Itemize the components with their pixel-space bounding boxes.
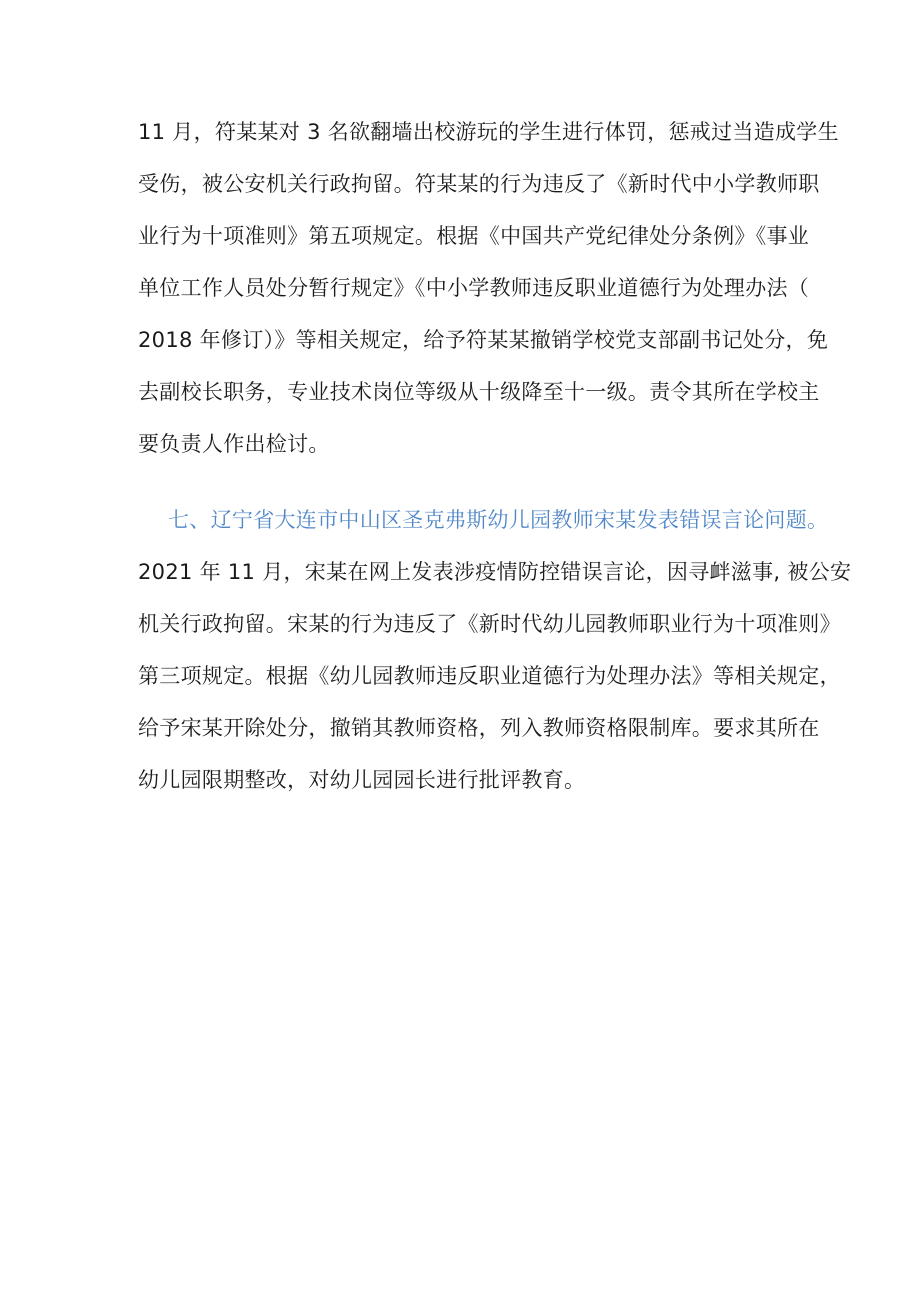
paragraph-1-line-4: 单位工作人员处分暂行规定》《中小学教师违反职业道德行为处理办法（ [138, 276, 810, 300]
paragraph-2-line-1: 2021 年 11 月，宋某在网上发表涉疫情防控错误言论，因寻衅滋事, 被公安 [138, 560, 852, 584]
paragraph-2-line-4: 给予宋某开除处分，撤销其教师资格，列入教师资格限制库。要求其所在 [138, 716, 820, 740]
paragraph-2-line-3: 第三项规定。根据《幼儿园教师违反职业道德行为处理办法》等相关规定， [138, 664, 841, 688]
paragraph-2-line-2: 机关行政拘留。宋某的行为违反了《新时代幼儿园教师职业行为十项准则》 [138, 612, 841, 636]
paragraph-1-line-1: 11 月，符某某对 3 名欲翻墙出校游玩的学生进行体罚，惩戒过当造成学生 [138, 120, 839, 144]
paragraph-1-line-5: 2018 年修订）》等相关规定，给予符某某撤销学校党支部副书记处分，免 [138, 328, 829, 352]
paragraph-1-line-2: 受伤，被公安机关行政拘留。符某某的行为违反了《新时代中小学教师职 [138, 172, 820, 196]
paragraph-1-line-7: 要负责人作出检讨。 [138, 432, 330, 456]
paragraph-1-line-3: 业行为十项准则》第五项规定。根据《中国共产党纪律处分条例》《事业 [138, 224, 810, 248]
paragraph-2-line-5: 幼儿园限期整改，对幼儿园园长进行批评教育。 [138, 768, 586, 792]
section-heading: 七、辽宁省大连市中山区圣克弗斯幼儿园教师宋某发表错误言论问题。 [168, 508, 829, 532]
paragraph-1-line-6: 去副校长职务，专业技术岗位等级从十级降至十一级。责令其所在学校主 [138, 380, 820, 404]
